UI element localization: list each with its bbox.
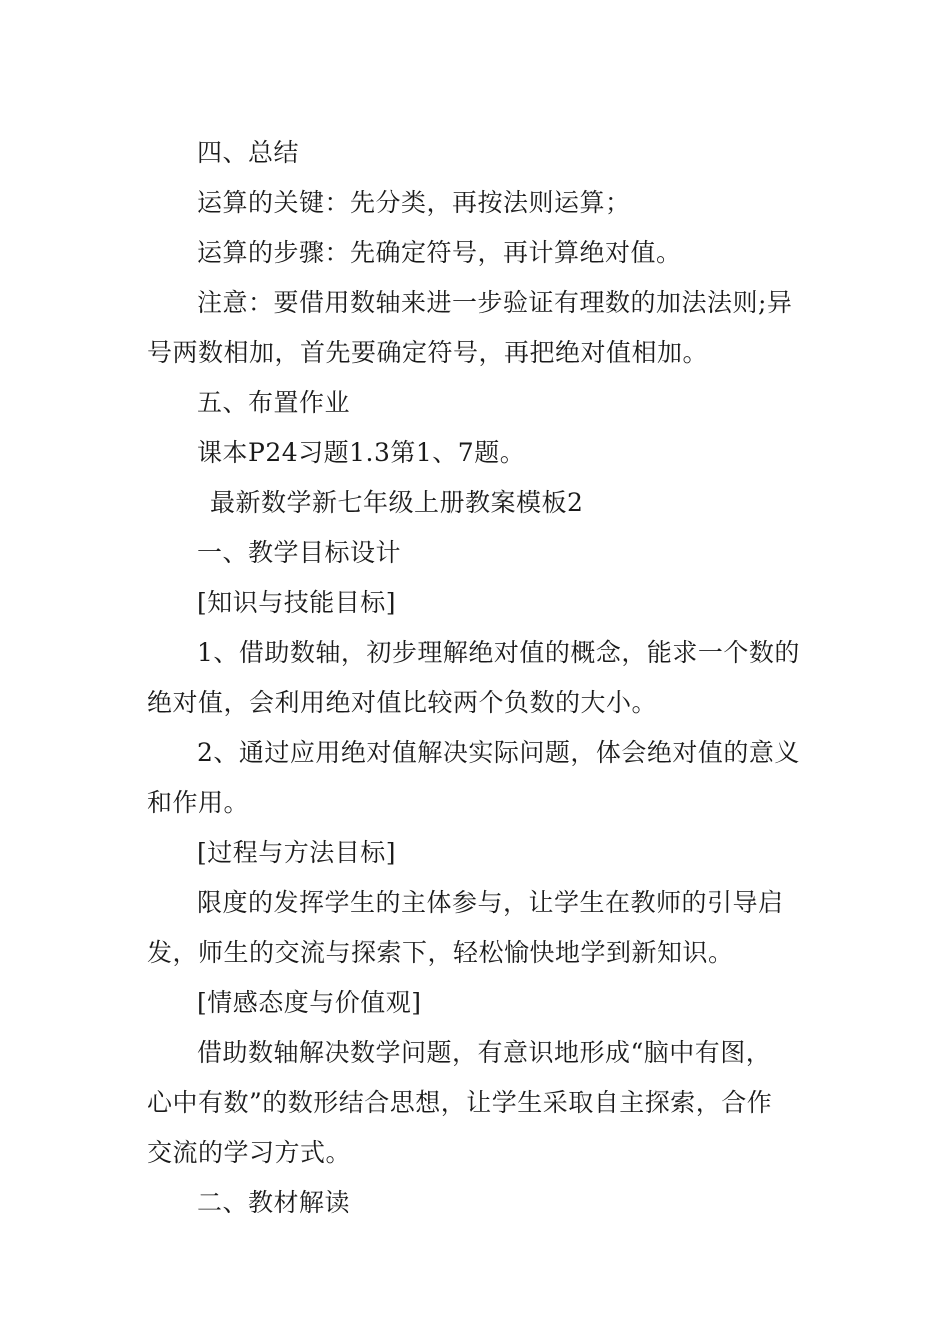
subheading-process: [过程与方法目标]	[197, 838, 397, 867]
paragraph-line: 课本P24习题1.3第1、7题。	[197, 438, 526, 467]
paragraph-line: 和作用。	[147, 788, 250, 817]
paragraph-line: 1、借助数轴，初步理解绝对值的概念，能求一个数的	[197, 638, 800, 667]
section-heading-summary: 四、总结	[197, 138, 300, 167]
paragraph-line: 运算的关键：先分类，再按法则运算；	[197, 188, 631, 217]
paragraph-line: 号两数相加，首先要确定符号，再把绝对值相加。	[147, 338, 709, 367]
paragraph-line: 注意：要借用数轴来进一步验证有理数的加法法则;异	[197, 288, 793, 317]
paragraph-line: 交流的学习方式。	[147, 1138, 352, 1167]
paragraph-line: 限度的发挥学生的主体参与，让学生在教师的引导启	[197, 888, 784, 917]
paragraph-line: 借助数轴解决数学问题，有意识地形成“脑中有图，	[197, 1038, 772, 1067]
paragraph-line: 心中有数”的数形结合思想，让学生采取自主探索，合作	[147, 1088, 773, 1117]
paragraph-line: 发，师生的交流与探索下，轻松愉快地学到新知识。	[147, 938, 734, 967]
subheading-knowledge: [知识与技能目标]	[197, 588, 397, 617]
paragraph-line: 运算的步骤：先确定符号，再计算绝对值。	[197, 238, 682, 267]
section-heading-homework: 五、布置作业	[197, 388, 351, 417]
section-heading-goals: 一、教学目标设计	[197, 538, 402, 567]
subheading-attitude: [情感态度与价值观]	[197, 988, 422, 1017]
section-heading-textbook: 二、教材解读	[197, 1188, 351, 1217]
document-subtitle: 最新数学新七年级上册教案模板2	[210, 488, 584, 517]
paragraph-line: 绝对值，会利用绝对值比较两个负数的大小。	[147, 688, 658, 717]
paragraph-line: 2、通过应用绝对值解决实际问题，体会绝对值的意义	[197, 738, 800, 767]
